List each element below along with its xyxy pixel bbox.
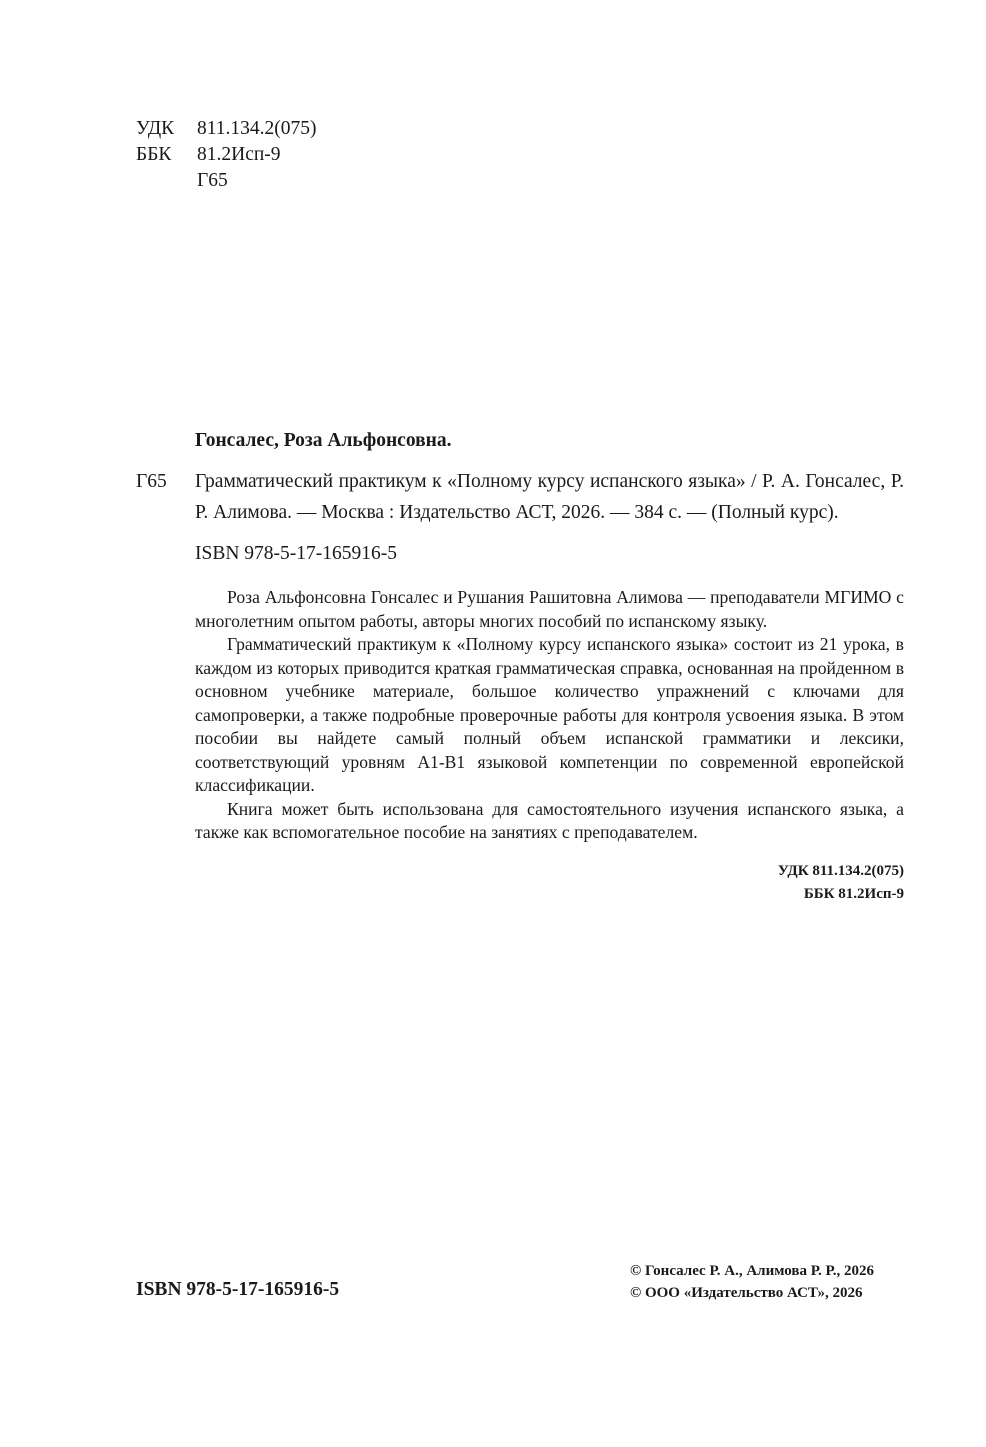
classification-codes-right	[195, 860, 904, 906]
entry-author-mark: Г65	[136, 471, 167, 492]
copyright-publisher: © ООО «Издательство АСТ», 2026	[630, 1285, 863, 1301]
udk-row	[136, 116, 317, 142]
annotation-paragraph: Книга может быть использована для самостоятельного изучения испанского языка, а также как вспомогательное пособие на занятиях с преподавателем.	[195, 798, 904, 842]
copyright-authors: © Гонсалес Р. А., Алимова Р. Р., 2026	[630, 1263, 875, 1279]
catalog-card	[136, 426, 904, 906]
bbk-code: ББК 81.2Исп-9	[803, 885, 904, 902]
copyright-block	[630, 1260, 874, 1304]
author-mark-row	[136, 168, 317, 194]
bbk-row	[136, 142, 317, 168]
bbk-label: ББК	[136, 144, 172, 165]
entry-description: Грамматический практикум к «Полному курсу испанского языка» / Р. А. Гонсалес, Р. Р. Алимова. — Москва : Издательство АСТ, 2026. — 384 с. — (Полный курс).	[195, 471, 904, 523]
udk-code: УДК 811.134.2(075)	[777, 862, 904, 879]
annotation-paragraph: Роза Альфонсовна Гонсалес и Рушания Рашитовна Алимова — преподаватели МГИМО с многолетним опытом работы, авторы многих пособий по испанскому языку.	[195, 587, 904, 631]
annotation-paragraph: Грамматический практикум к «Полному курсу испанского языка» состоит из 21 урока, в каждом из которых приводится краткая грамматическая справка, основанная на пройденном в основном учебнике материале, большое количество упражнений с ключами для самопроверки, а также подробные проверочные работы для контроля усвоения языка. В этом пособии вы найдете самый полный объем испанской грамматики и лексики, соответствующий уровням А1-В1 языковой компетенции по современной европейской классификации.	[195, 634, 904, 795]
card-isbn: ISBN 978-5-17-165916-5	[195, 543, 398, 564]
annotation	[195, 586, 904, 906]
author-heading: Гонсалес, Роза Альфонсовна.	[195, 430, 452, 451]
bbk-value: 81.2Исп-9	[197, 144, 281, 165]
udk-label: УДК	[136, 118, 175, 139]
udk-value: 811.134.2(075)	[197, 118, 317, 139]
footer-isbn: ISBN 978-5-17-165916-5	[136, 1279, 340, 1300]
bibliographic-entry	[136, 466, 904, 528]
author-mark: Г65	[197, 170, 228, 191]
classification-block	[136, 116, 317, 194]
